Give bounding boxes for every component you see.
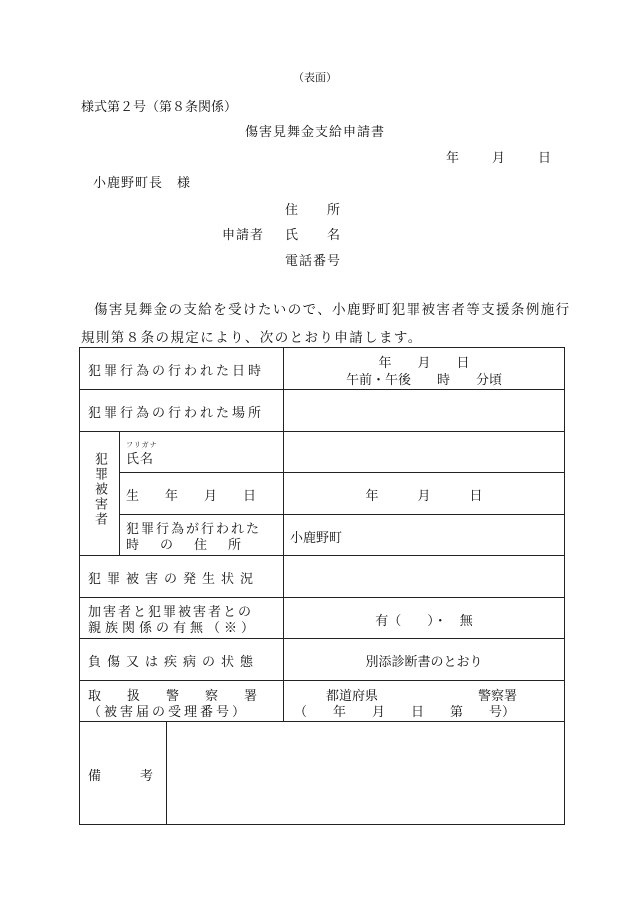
applicant-phone-label: 電話番号 (285, 254, 342, 269)
birthdate-value: 年 月 日 (365, 489, 483, 504)
furigana-label: フリガナ (126, 441, 158, 449)
datetime-date-value: 年 月 日 (378, 356, 470, 371)
victim-name-label: 氏名 (126, 452, 155, 467)
police-label-line1: 取 扱 警 察 署 (88, 689, 258, 704)
form-number: 様式第２号（第８条関係） (81, 100, 238, 115)
application-statement: 傷害見舞金の支給を受けたいので、小鹿野町犯罪被害者等支援条例施行規則第８条の規定により、次のとおり申請します。 (81, 302, 571, 346)
remarks-label: 備 考 (88, 769, 154, 784)
addressee: 小鹿野町長 様 (93, 176, 192, 191)
remarks-value[interactable] (174, 728, 558, 818)
victim-address-value: 小鹿野町 (290, 531, 343, 546)
damage-status-label: 犯罪被害の発生状況 (88, 572, 260, 587)
police-label-line2: （被害届の受理番号） (88, 705, 249, 720)
relation-label-line1: 加害者と犯罪被害者との (88, 605, 254, 620)
applicant-name-label: 氏 名 (285, 228, 342, 243)
damage-status-value[interactable] (290, 568, 560, 584)
document-title: 傷害見舞金支給申請書 (244, 125, 385, 140)
face-label: （表面） (293, 71, 337, 84)
police-receipt-number: （ 年 月 日 第 号） (294, 705, 516, 720)
police-station-label: 警察署 (478, 689, 518, 704)
date-year-label: 年 (446, 151, 460, 166)
application-table (79, 347, 565, 825)
relation-label-line2: 親族関係の有無（※） (88, 621, 259, 636)
place-label: 犯罪行為の行われた場所 (88, 406, 265, 421)
victim-name-value[interactable] (290, 444, 560, 460)
datetime-time-value: 午前・午後 時 分頃 (345, 373, 502, 388)
police-prefecture-label: 都道府県 (326, 689, 379, 704)
place-value[interactable] (290, 402, 560, 418)
birthdate-label: 生 年 月 日 (126, 489, 257, 504)
applicant-address-label: 住 所 (285, 203, 342, 218)
date-month-label: 月 (492, 151, 506, 166)
datetime-label: 犯罪行為の行われた日時 (88, 364, 265, 379)
relation-value: 有（ ）・ 無 (375, 614, 473, 629)
injury-value: 別添診断書のとおり (365, 655, 483, 670)
date-day-label: 日 (538, 151, 552, 166)
applicant-label: 申請者 (222, 228, 265, 243)
victim-group-label: 犯罪被害者 (92, 452, 107, 527)
injury-label: 負傷又は疾病の状態 (88, 655, 260, 670)
victim-address-label-line2: 時 の 住 所 (126, 538, 246, 553)
victim-address-label-line1: 犯罪行為が行われた (126, 522, 262, 537)
